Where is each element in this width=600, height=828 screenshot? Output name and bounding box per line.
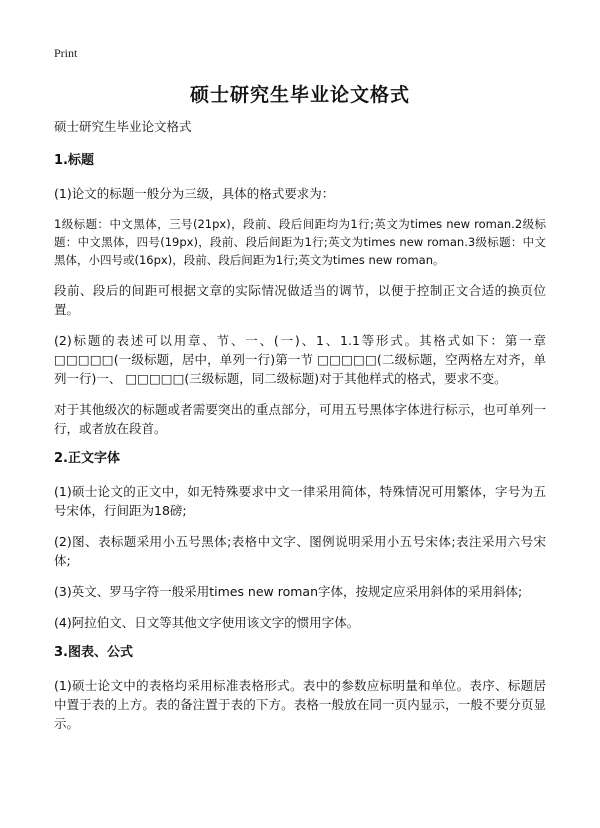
paragraph: (1)论文的标题一般分为三级，具体的格式要求为：: [54, 186, 335, 201]
document-title: 硕士研究生毕业论文格式: [189, 84, 410, 106]
document-subtitle: 硕士研究生毕业论文格式: [54, 119, 192, 134]
section-heading-body-font: 2.正文字体: [54, 451, 120, 466]
paragraph: (2)图、表标题采用小五号黑体;表格中文字、图例说明采用小五号宋体;表注采用六号宋体;: [54, 534, 546, 568]
paragraph: 对于其他级次的标题或者需要突出的重点部分，可用五号黑体字体进行标示，也可单列一行，或者放在段首。: [54, 402, 546, 436]
document-body: [54, 118, 546, 745]
paragraph: 段前、段后的间距可根据文章的实际情况做适当的调节，以便于控制正文合适的换页位置。: [54, 283, 546, 317]
paragraph: (3)英文、罗马字符一般采用times new roman字体，按规定应采用斜体的采用斜体;: [54, 584, 523, 599]
paragraph: (1)硕士论文的正文中，如无特殊要求中文一律采用简体，特殊情况可用繁体，字号为五号宋体，行间距为18磅;: [54, 484, 546, 518]
paragraph: 1级标题：中文黑体，三号(21px)，段前、段后间距均为1行;英文为times new roman.2级标题：中文黑体，四号(19px)，段前、段后间距为1行;英文为times new roman.3级标题：中文黑体，小四号或(16px)，段前、段后间距为1行;英文为times new roman。: [54, 217, 546, 267]
paragraph: (2)标题的表述可以用章、节、一、(一)、1、1.1等形式。其格式如下：第一章 □□□□□(一级标题，居中，单列一行)第一节 □□□□□(二级标题，空两格左对齐，单列一行)一、 □□□□□(三级标题，同二级标题)对于其他样式的格式，要求不变。: [54, 333, 546, 386]
print-label: Print: [54, 46, 78, 60]
section-heading-figures-formulas: 3.图表、公式: [54, 645, 133, 660]
paragraph: (1)硕士论文中的表格均采用标准表格形式。表中的参数应标明量和单位。表序、标题居中置于表的上方。表的备注置于表的下方。表格一般放在同一页内显示，一般不要分页显示。: [54, 678, 546, 731]
paragraph: (4)阿拉伯文、日文等其他文字使用该文字的惯用字体。: [54, 615, 360, 630]
section-heading-title: 1.标题: [54, 153, 94, 168]
